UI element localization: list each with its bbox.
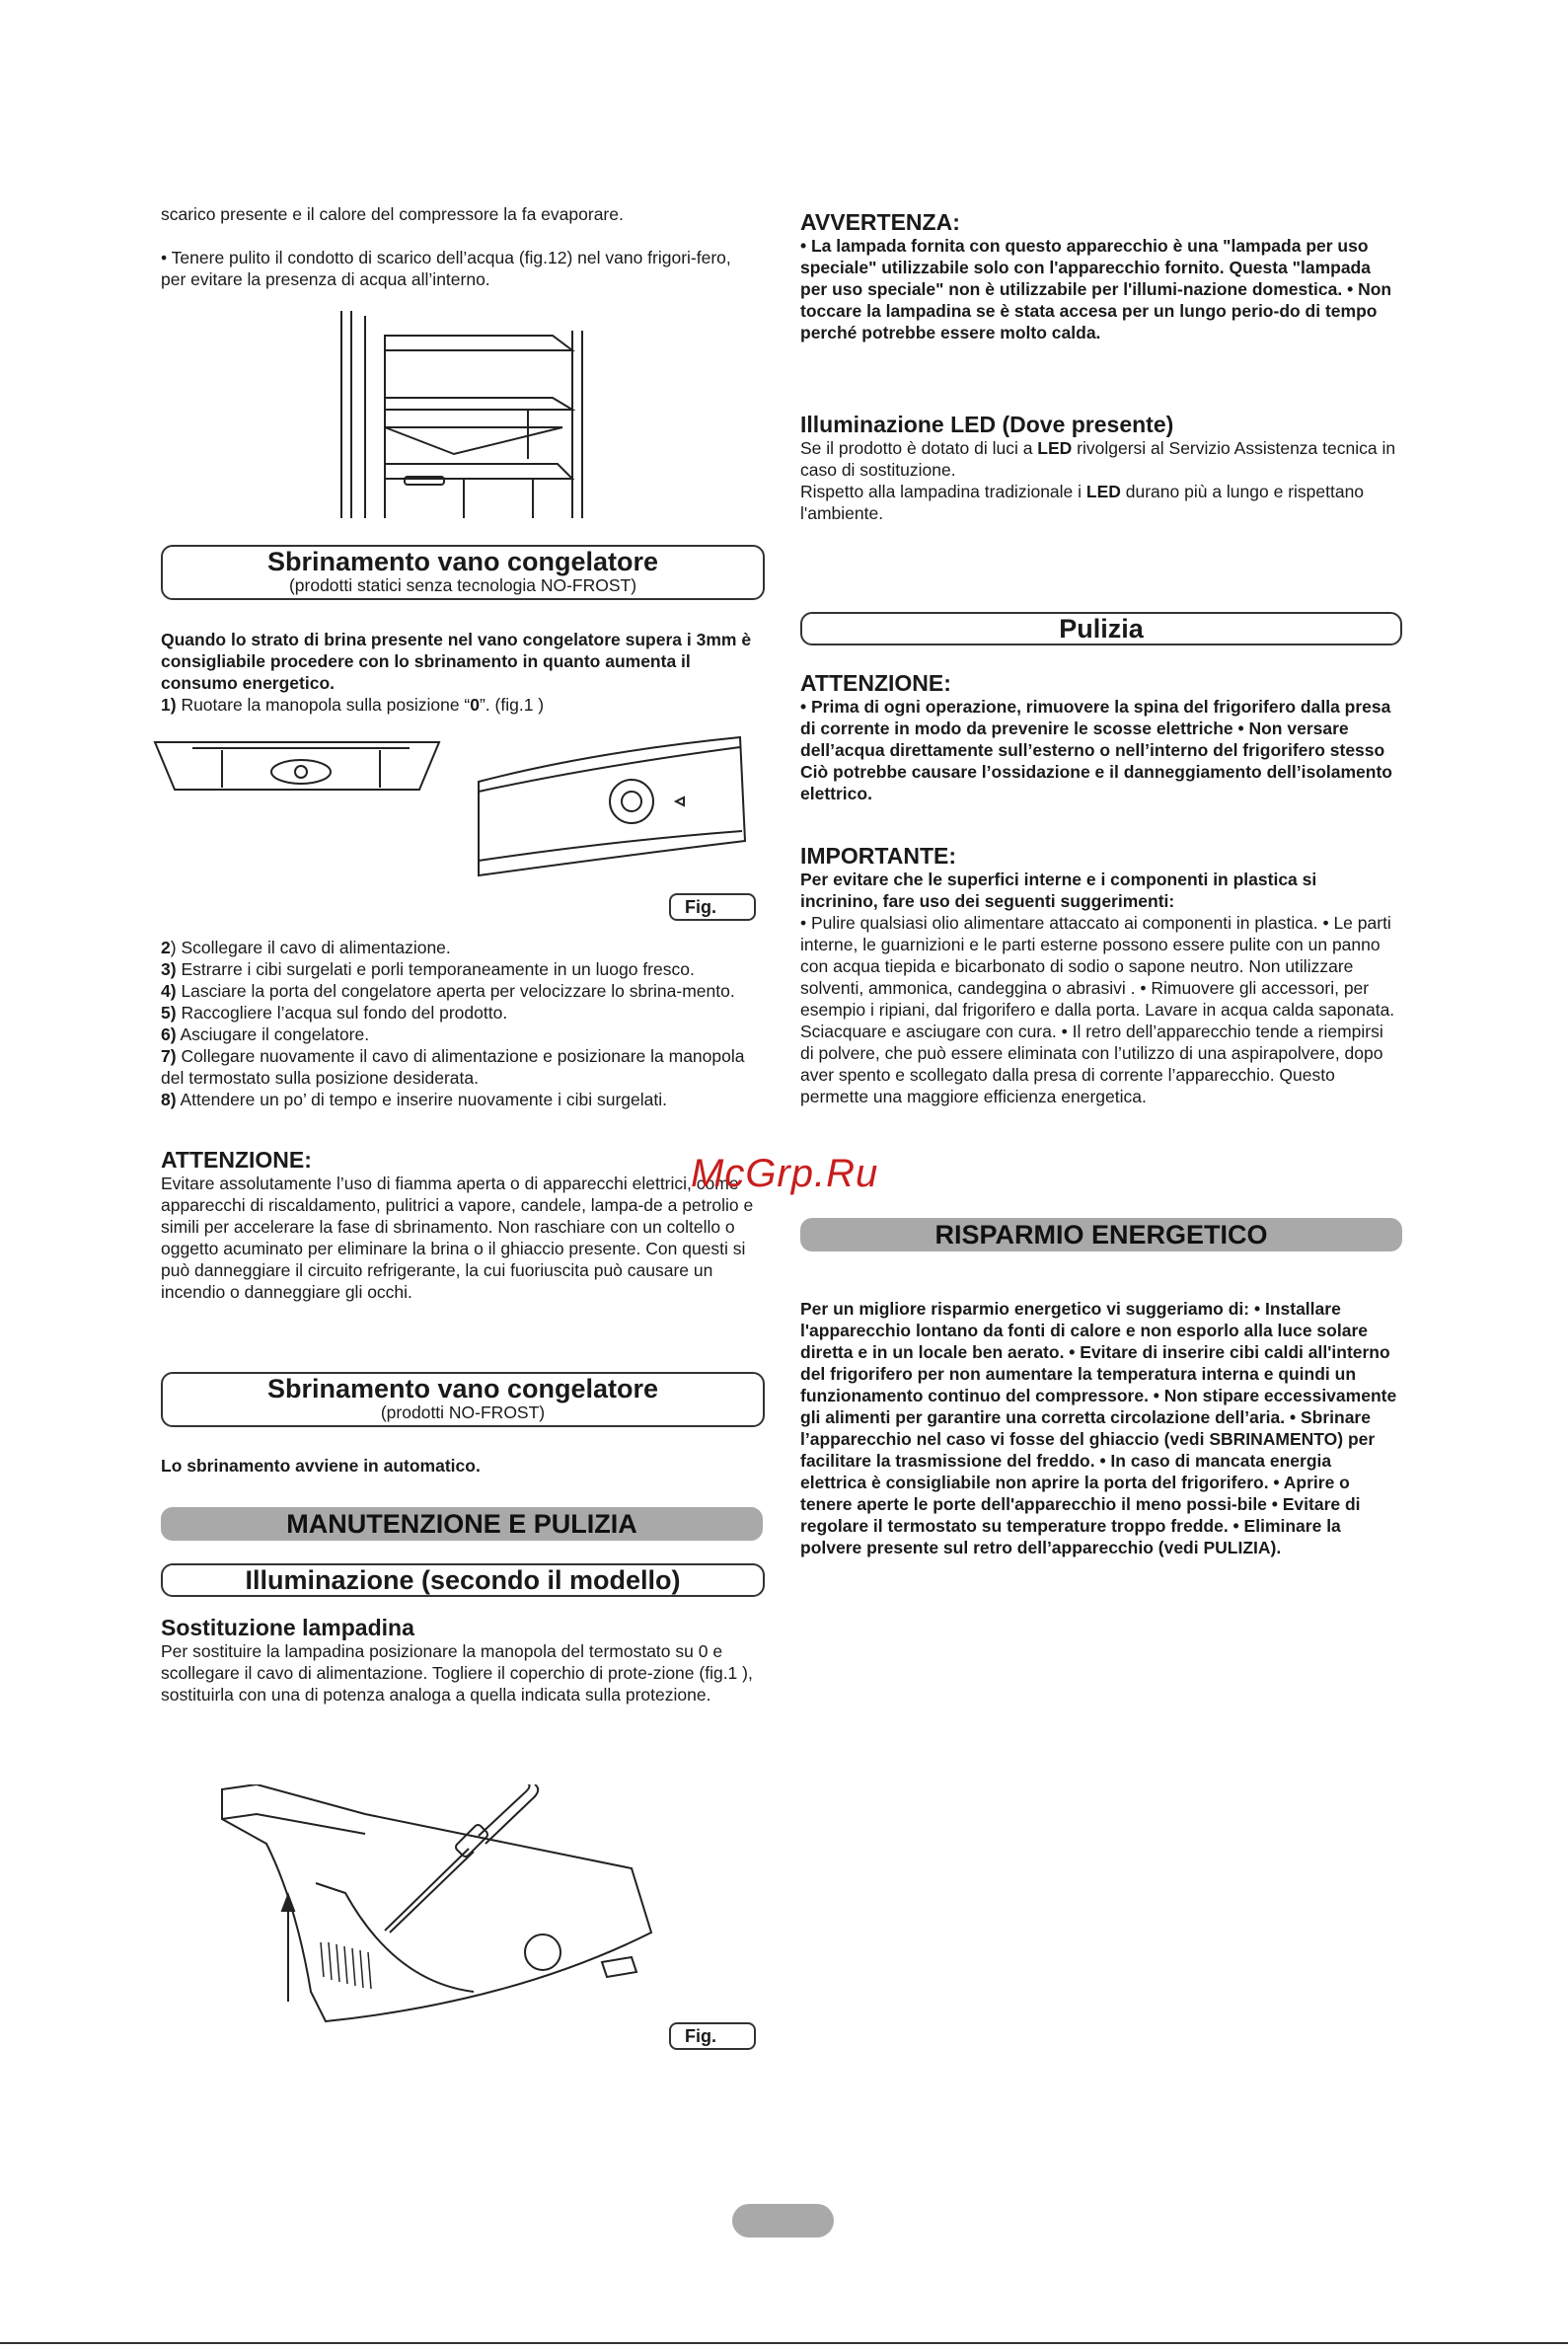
important-text: • Pulire qualsiasi olio alimentare attaccato ai componenti in plastica. • Le parti interne, le guarnizioni e le parti esterne possono essere pulite con un panno con acqua tiepida e bicarbonato di sodio o sapone neutro. Non utilizzare solventi, ammonica, candeggina o abrasivi . • Rimuovere gli accessori, per esempio i ripiani, dal frigorifero e dalla porta. Lavare in acqua calda saponata. Sciacquare e asciugare con cura. • Il retro dell’apparecchio tende a riempirsi di polvere, che può essere eliminata con l’utilizzo di una aspirapolvere, dopo aver spento e scollegato dalla presa di corrente l’apparecchio. Questo permette una maggiore efficienza energetica. bbox=[800, 913, 1395, 1106]
important-block bbox=[800, 843, 1397, 1107]
section-energy-saving: RISPARMIO ENERGETICO bbox=[800, 1218, 1402, 1251]
section-title: Sbrinamento vano congelatore bbox=[266, 547, 659, 576]
defrost-steps bbox=[161, 937, 758, 1110]
watermark: McGrp.Ru bbox=[691, 1152, 879, 1195]
section-title: Pulizia bbox=[1059, 614, 1144, 644]
page-number-badge bbox=[732, 2204, 834, 2237]
led-p1: Se il prodotto è dotato di luci a LED rivolgersi al Servizio Assistenza tecnica in caso di sostituzione. bbox=[800, 438, 1396, 480]
energy-tips: Per un migliore risparmio energetico vi suggeriamo di: • Installare l'apparecchio lontano da fonti di calore e non esporlo alla luce solare diretta e in un locale ben aerato. • Evitare di inserire cibi caldi all'interno del frigorifero per non aumentare la temperatura interna e quindi un funzionamento continuo del compressore. • Non stipare eccessivamente gli alimenti per garantire una corretta circolazione dell’aria. • Sbrinare l’apparecchio nel caso vi fosse del ghiaccio (vedi SBRINAMENTO) per facilitare la trasmissione del freddo. • In caso di mancata energia elettrica è consigliabile non aprire la porta del frigorifero. • Aprire o tenere aperte le porte dell'apparecchio il meno possi-bile • Evitare di regolare il termostato su temperature troppo fredde. • Eliminare la polvere presente sul retro dell’apparecchio (vedi PULIZIA). bbox=[800, 1299, 1397, 1557]
important-intro: Per evitare che le superfici interne e i componenti in plastica si incrinino, fare uso dei seguenti suggerimenti: bbox=[800, 870, 1317, 911]
led-block bbox=[800, 412, 1397, 524]
screwdriver-lamp-cover-illustration bbox=[217, 1784, 661, 2031]
led-p2: Rispetto alla lampadina tradizionale i LED durano più a lungo e rispettano l'ambiente. bbox=[800, 482, 1365, 523]
section-subtitle: (prodotti statici senza tecnologia NO-FROST) bbox=[288, 575, 637, 595]
section-defrost-nofrost bbox=[161, 1372, 765, 1427]
lamp-replacement bbox=[161, 1615, 758, 1706]
section-maintenance: MANUTENZIONE E PULIZIA bbox=[161, 1507, 763, 1541]
section-lighting bbox=[161, 1563, 765, 1597]
lamp-housing-illustration bbox=[474, 732, 750, 880]
lamp-text: Per sostituire la lampadina posizionare la manopola del termostato su 0 e scollegare il cavo di alimentazione. Togliere il coperchio di prote-zione (fig.1 ), sostituirla con una di potenza analoga a quella indicata sulla protezione. bbox=[161, 1641, 753, 1705]
step-5: 5) Raccogliere l’acqua sul fondo del prodotto. bbox=[161, 1003, 508, 1023]
fridge-shelves-illustration bbox=[336, 311, 592, 518]
warning-text: • La lampada fornita con questo apparecchio è una "lampada per uso speciale" utilizzabile solo con l'apparecchio fornito. Questa "lampada per uso speciale" non è utilizzabile per l'illumi-nazione domestica. • Non toccare la lampadina se è stata accesa per un lungo perio-do di tempo perché potrebbe essere molto calda. bbox=[800, 236, 1392, 342]
section-subtitle: (prodotti NO-FROST) bbox=[380, 1402, 546, 1422]
nofrost-text: Lo sbrinamento avviene in automatico. bbox=[161, 1456, 481, 1476]
defrost-intro: Quando lo strato di brina presente nel vano congelatore supera i 3mm è consigliabile procedere con lo sbrinamento in quanto aumenta il consumo energetico. bbox=[161, 630, 752, 693]
intro-line: scarico presente e il calore del compressore la fa evaporare. bbox=[161, 204, 624, 224]
lamp-title: Sostituzione lampadina bbox=[161, 1615, 414, 1640]
step-8: 8) Attendere un po’ di tempo e inserire nuovamente i cibi surgelati. bbox=[161, 1090, 667, 1109]
warning-block bbox=[800, 209, 1397, 343]
attention-left bbox=[161, 1147, 758, 1303]
important-title: IMPORTANTE: bbox=[800, 843, 957, 869]
section-title: Sbrinamento vano congelatore bbox=[266, 1374, 659, 1403]
step-6: 6) Asciugare il congelatore. bbox=[161, 1024, 370, 1044]
step-1: 1) Ruotare la manopola sulla posizione “0”. (fig.1 ) bbox=[161, 695, 545, 715]
attention-text: • Prima di ogni operazione, rimuovere la spina del frigorifero dalla presa di corrente in modo da prevenire le scosse elettriche • Non versare dell’acqua direttamente sull’esterno o nell’interno del frigorifero stesso Ciò potrebbe causare l’ossidazione e il danneggiamento dell’isolamento elettrico. bbox=[800, 697, 1392, 803]
step-4: 4) Lasciare la porta del congelatore aperta per velocizzare lo sbrina-mento. bbox=[161, 981, 735, 1001]
attention-title: ATTENZIONE: bbox=[161, 1147, 312, 1173]
fig-label-2: Fig. bbox=[669, 2022, 756, 2050]
thermostat-knob-illustration bbox=[153, 740, 449, 799]
attention-text: Evitare assolutamente l’uso di fiamma aperta o di apparecchi elettrici, come apparecchi di riscaldamento, pulitrici a vapore, candele, lampa-de a petrolio e simili per accelerare la fase di sbrinamento. Non raschiare con un coltello o oggetto acuminato per eliminare la brina o il ghiaccio presente. Con questi si può danneggiare il circuito refrigerante, la cui fuoriuscita può causare un incendio o danneggiare gli occhi. bbox=[161, 1174, 754, 1302]
section-cleaning bbox=[800, 612, 1402, 645]
led-title: Illuminazione LED (Dove presente) bbox=[800, 412, 1174, 437]
bottom-rule bbox=[0, 2342, 1568, 2344]
section-defrost-static bbox=[161, 545, 765, 600]
step-3: 3) Estrarre i cibi surgelati e porli temporaneamente in un luogo fresco. bbox=[161, 959, 695, 979]
attention-title: ATTENZIONE: bbox=[800, 670, 951, 696]
section-title: Illuminazione (secondo il modello) bbox=[245, 1565, 681, 1595]
warning-title: AVVERTENZA: bbox=[800, 209, 960, 235]
step-7: 7) Collegare nuovamente il cavo di alimentazione e posizionare la manopola del termostato sulla posizione desiderata. bbox=[161, 1046, 745, 1088]
fig-label-1: Fig. bbox=[669, 893, 756, 921]
intro-bullet: • Tenere pulito il condotto di scarico dell’acqua (fig.12) nel vano frigori-fero, per evitare la presenza di acqua all’interno. bbox=[161, 248, 731, 289]
attention-right bbox=[800, 670, 1397, 804]
step-2: 2) Scollegare il cavo di alimentazione. bbox=[161, 938, 451, 957]
